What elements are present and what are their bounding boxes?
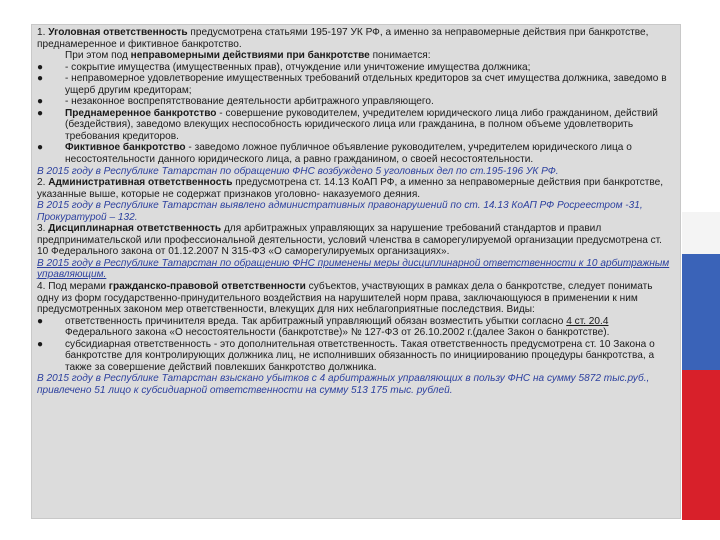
text-run: - неправомерное удовлетворение имущественных требований отдельных кредиторов за счет имущества должника, заведомо в ущерб другим кредиторам; bbox=[65, 73, 667, 96]
text-run: субъектов, участвующих в рамках дела о банкротстве, следует понимать одну из форм государственно-принудительного воздействия на нарушителей норм права, заключающуюся в применении к ним предусмотренных законом мер ответственности, влекущих для них неблагоприятные последствия. Виды: bbox=[37, 281, 653, 316]
bullet-icon: ● bbox=[37, 338, 44, 350]
paragraph bbox=[37, 166, 673, 178]
text-run: 2. bbox=[37, 177, 49, 189]
text-run: - совершение руководителем, учредителем юридического лица либо гражданином, действий (бездействия), заведомо влекущих неспособность юридического лица или гражданина, в полном объеме удовлетворить требования кредиторов. bbox=[65, 107, 658, 142]
flag-stripe-white bbox=[682, 212, 720, 254]
text-run: понимается: bbox=[369, 50, 431, 62]
bullet-item bbox=[37, 73, 673, 96]
bullet-icon: ● bbox=[37, 315, 44, 327]
paragraph bbox=[37, 223, 673, 258]
bullet-item bbox=[37, 316, 673, 339]
paragraph bbox=[37, 50, 673, 62]
text-run: Административная ответственность bbox=[48, 177, 233, 189]
bullet-item bbox=[37, 339, 673, 374]
text-run: предусмотрена статьями 195-197 УК РФ, а именно за неправомерные действия при банкротстве, преднамеренное и фиктивное банкротство. bbox=[37, 27, 649, 50]
paragraph bbox=[37, 177, 673, 200]
slide-text bbox=[37, 27, 673, 397]
bullet-icon: ● bbox=[37, 61, 44, 73]
text-run: - сокрытие имущества (имущественных прав), отчуждение или уничтожение имущества должника; bbox=[65, 61, 531, 73]
text-run: 4. Под мерами bbox=[37, 281, 109, 293]
bullet-item bbox=[37, 96, 673, 108]
bullet-icon: ● bbox=[37, 96, 44, 108]
text-run: для арбитражных управляющих за нарушение требований стандартов и правил предпринимательской или профессиональной деятельности, условий членства в саморегулируемой организации предусмотрена ст. 10 Федерального закона от 01.12.2007 N 315-ФЗ «О саморегулируемых организациях». bbox=[37, 223, 662, 258]
text-run: Уголовная ответственность bbox=[48, 27, 188, 38]
bullet-item bbox=[37, 108, 673, 143]
text-run: предусмотрена ст. 14.13 КоАП РФ, а именно за неправомерные действия при банкротстве, указанные выше, которые не содержат признаков уголовно- наказуемого деяния. bbox=[37, 177, 664, 200]
paragraph bbox=[37, 200, 673, 223]
text-run: Фиктивное банкротство bbox=[65, 142, 186, 154]
text-run: Дисциплинарная ответственность bbox=[48, 223, 222, 235]
text-run: Федерального закона «О несостоятельности (банкротстве)» № 127-ФЗ от 26.10.2002 г.(далее Закон о банкротстве). bbox=[65, 327, 610, 339]
text-run: В 2015 году в Республике Татарстан по обращению ФНС возбуждено 5 уголовных дел по ст.195-196 УК РФ. bbox=[37, 165, 559, 177]
text-run: В 2015 году в Республике Татарстан выявлено административных правонарушений по ст. 14.13 КоАП РФ Росреестром -31, Прокуратурой – 132. bbox=[37, 200, 643, 223]
bullet-item bbox=[37, 62, 673, 74]
text-run: гражданско-правовой ответственности bbox=[108, 281, 306, 293]
text-run: Преднамеренное банкротство bbox=[65, 107, 217, 119]
text-run: 3. bbox=[37, 223, 49, 235]
bullet-icon: ● bbox=[37, 73, 44, 85]
flag-stripe-red bbox=[682, 370, 720, 520]
text-run: В 2015 году в Республике Татарстан взыскано убытков с 4 арбитражных управляющих в пользу ФНС на сумму 5872 тыс.руб., привлечено 51 лицо к субсидиарной ответственности на сумму 513 175 тыс. рублей. bbox=[37, 373, 650, 396]
text-run: ответственность причинителя вреда. Так арбитражный управляющий обязан возместить убытки согласно bbox=[65, 315, 567, 327]
text-run: субсидиарная ответственность - это дополнительная ответственность. Такая ответственность предусмотрена ст. 10 Закона о банкротстве для контролирующих должника лиц, не исполнивших обязанность по инициированию процедуры банкротства, а также за совершение действий повлекших банкротство должника. bbox=[65, 338, 655, 373]
bullet-item bbox=[37, 142, 673, 165]
bullet-icon: ● bbox=[37, 142, 44, 154]
text-run: В 2015 году в Республике Татарстан по обращению ФНС применены меры дисциплинарной ответственности к 10 арбитражным управляющим. bbox=[37, 257, 670, 281]
text-run: 1. bbox=[37, 27, 49, 38]
flag-stripe-blue bbox=[682, 254, 720, 370]
text-run: неправомерными действиями при банкротстве bbox=[130, 50, 370, 62]
bullet-icon: ● bbox=[37, 107, 44, 119]
text-run: - заведомо ложное публичное объявление руководителем, учредителем юридического лица о несостоятельности данного юридического лица, а равно гражданином, о своей несостоятельности. bbox=[65, 142, 632, 166]
text-run: 4 ст. 20.4 bbox=[566, 315, 609, 327]
text-run: При этом под bbox=[65, 50, 131, 62]
paragraph bbox=[37, 27, 673, 50]
paragraph bbox=[37, 373, 673, 396]
paragraph bbox=[37, 281, 673, 316]
paragraph bbox=[37, 258, 673, 281]
text-run: - незаконное воспрепятствование деятельности арбитражного управляющего. bbox=[65, 96, 434, 108]
